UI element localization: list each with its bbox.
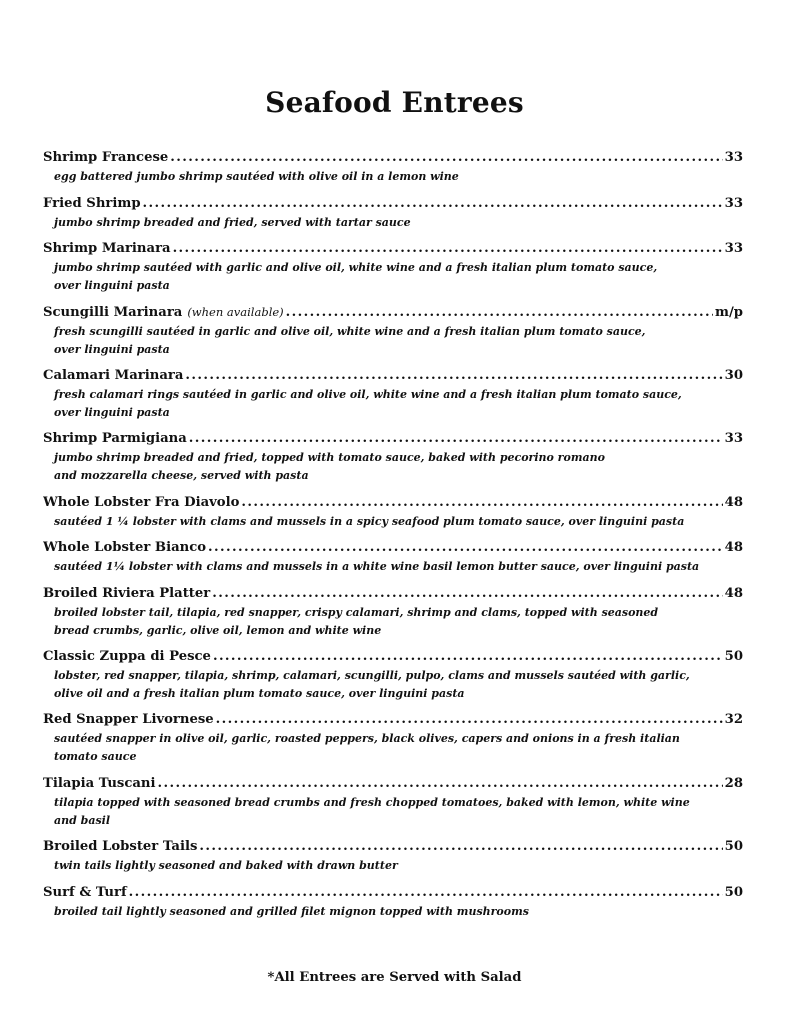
menu-item (43, 305, 743, 368)
dot-leader (213, 649, 723, 664)
menu-item-header (43, 776, 743, 794)
dot-leader (241, 495, 722, 510)
menu-item-price: m/p (715, 305, 743, 320)
menu-item (43, 586, 743, 649)
menu-item-description: broiled tail lightly seasoned and grilled filet mignon topped with mushrooms (54, 905, 529, 918)
menu-item-name: Red Snapper Livornese (43, 712, 214, 727)
menu-item-name: Shrimp Francese (43, 150, 169, 165)
menu-item-header (43, 540, 743, 558)
menu-item-description: jumbo shrimp breaded and fried, served with tartar sauce (54, 216, 411, 229)
dot-leader (143, 196, 723, 211)
menu-item-price: 48 (724, 540, 743, 555)
menu-item (43, 540, 743, 586)
menu-item-price: 48 (724, 495, 743, 510)
menu-item-header (43, 150, 743, 168)
menu-item-price: 30 (724, 368, 743, 383)
page-title: Seafood Entrees (265, 86, 524, 119)
menu-item-description: sautéed 1 ¼ lobster with clams and mussels in a spicy seafood plum tomato sauce, over linguini pasta (54, 515, 685, 528)
menu-item (43, 776, 743, 839)
menu-item-header (43, 305, 743, 323)
dot-leader (212, 586, 722, 601)
dot-leader (129, 885, 723, 900)
menu-item-price: 50 (724, 885, 743, 900)
menu-item-name: Broiled Lobster Tails (43, 839, 198, 854)
menu-item-name: Whole Lobster Fra Diavolo (43, 495, 240, 510)
dot-leader (208, 540, 723, 555)
menu-item-header (43, 196, 743, 214)
menu-item-description: fresh calamari rings sautéed in garlic and olive oil, white wine and a fresh italian plum tomato sauce, over linguini pasta (54, 388, 682, 419)
menu-item (43, 495, 743, 540)
menu-item-header (43, 495, 743, 513)
menu-item (43, 839, 743, 885)
menu-item-description: lobster, red snapper, tilapia, shrimp, calamari, scungilli, pulpo, clams and mussels sautéed with garlic, olive oil and a fresh italian plum tomato sauce, over linguini pasta (54, 669, 690, 700)
menu-item-name: Surf & Turf (43, 885, 127, 900)
menu-item (43, 150, 743, 196)
menu-item-description: fresh scungilli sautéed in garlic and olive oil, white wine and a fresh italian plum tomato sauce, over linguini pasta (54, 325, 646, 356)
dot-leader (189, 431, 723, 446)
menu-item-header (43, 368, 743, 386)
menu-item-header (43, 839, 743, 857)
menu-item-name: Shrimp Marinara (43, 241, 171, 256)
menu-item-name: Whole Lobster Bianco (43, 540, 207, 555)
menu-item (43, 431, 743, 495)
menu-item-price: 33 (724, 431, 743, 446)
menu-item-name: Scungilli Marinara (43, 305, 183, 320)
menu-item-note: (when available) (187, 305, 284, 319)
menu-item-price: 48 (724, 586, 743, 601)
menu-item-header (43, 241, 743, 259)
menu-item-description: jumbo shrimp breaded and fried, topped with tomato sauce, baked with pecorino romano and mozzarella cheese, served with pasta (54, 451, 605, 482)
menu-item-description: egg battered jumbo shrimp sautéed with olive oil in a lemon wine (54, 170, 459, 183)
menu-item-name: Shrimp Parmigiana (43, 431, 187, 446)
menu-item-name: Fried Shrimp (43, 196, 141, 211)
menu-item-price: 50 (724, 649, 743, 664)
footer-note: *All Entrees are Served with Salad (267, 970, 522, 985)
menu-item (43, 885, 743, 930)
menu-item-name: Tilapia Tuscani (43, 776, 156, 791)
menu-item-description: jumbo shrimp sautéed with garlic and olive oil, white wine and a fresh italian plum tomato sauce, over linguini pasta (54, 261, 658, 292)
menu-item-price: 50 (724, 839, 743, 854)
menu-item-price: 32 (724, 712, 743, 727)
menu-item-description: sautéed snapper in olive oil, garlic, roasted peppers, black olives, capers and onions in a fresh italian tomato sauce (54, 732, 680, 763)
menu-item-description: twin tails lightly seasoned and baked with drawn butter (54, 859, 398, 872)
dot-leader (216, 712, 723, 727)
menu-item-price: 33 (724, 241, 743, 256)
menu-list (43, 150, 743, 930)
menu-item (43, 712, 743, 776)
menu-item-description: sautéed 1¼ lobster with clams and mussels in a white wine basil lemon butter sauce, over linguini pasta (54, 560, 700, 573)
menu-item-header (43, 431, 743, 449)
dot-leader (170, 150, 722, 165)
menu-item (43, 649, 743, 712)
menu-item-name: Calamari Marinara (43, 368, 184, 383)
dot-leader (185, 368, 722, 383)
menu-item-description: broiled lobster tail, tilapia, red snapper, crispy calamari, shrimp and clams, topped with seasoned bread crumbs, garlic, olive oil, lemon and white wine (54, 606, 659, 637)
menu-item-header (43, 885, 743, 903)
menu-item (43, 368, 743, 431)
menu-item-header (43, 712, 743, 730)
menu-item-header (43, 649, 743, 667)
dot-leader (173, 241, 723, 256)
menu-item-price: 28 (724, 776, 743, 791)
dot-leader (286, 305, 713, 320)
menu-item-price: 33 (724, 196, 743, 211)
menu-item-price: 33 (724, 150, 743, 165)
dot-leader (158, 776, 723, 791)
menu-item-header (43, 586, 743, 604)
dot-leader (199, 839, 722, 854)
menu-item-description: tilapia topped with seasoned bread crumbs and fresh chopped tomatoes, baked with lemon, white wine and basil (54, 796, 690, 827)
menu-item (43, 196, 743, 241)
menu-item (43, 241, 743, 305)
menu-item-name: Broiled Riviera Platter (43, 586, 211, 601)
menu-item-name: Classic Zuppa di Pesce (43, 649, 211, 664)
